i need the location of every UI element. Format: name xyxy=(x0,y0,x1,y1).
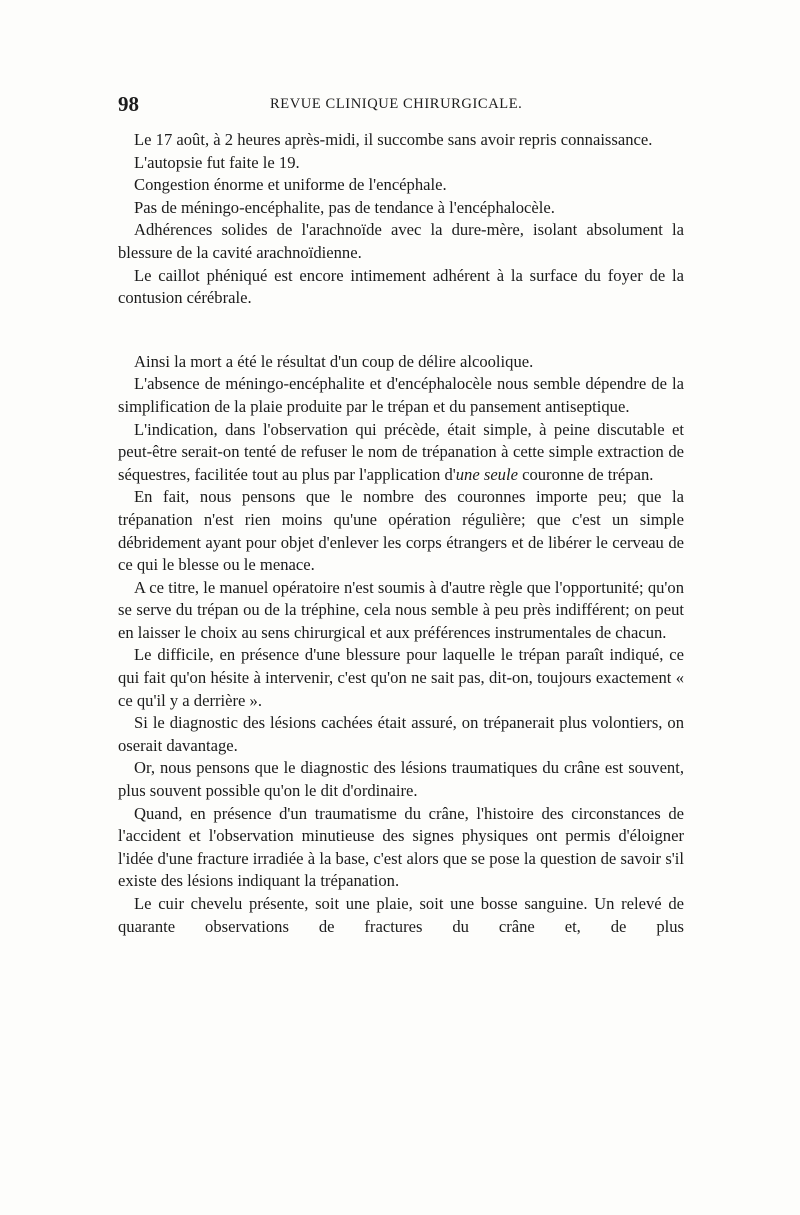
indication-text-end: couronne de trépan. xyxy=(517,464,654,484)
paragraph-difficile: Le difficile, en présence d'une blessure pour laquelle le trépan paraît indiqué, ce qui fait qu'on hésite à intervenir, c'est qu'on ne sait pas, dit-on, toujours exactement « ce qu'il y a derrière ». xyxy=(118,645,684,710)
paragraph-caillot: Le caillot phéniqué est encore intimement adhérent à la surface du foyer de la contusion cérébrale. xyxy=(118,265,684,308)
paragraph-no-meningo: Pas de méningo-encéphalite, pas de tendance à l'encéphalocèle. xyxy=(134,197,555,217)
paragraph-quand: Quand, en présence d'un traumatisme du crâne, l'histoire des circonstances de l'accident et l'observation minutieuse des signes physiques ont permis d'éloigner l'idée d'une fracture irradiée à la base, c'est alors que se pose la question de savoir s'il existe des lésions indiquant la trépanation. xyxy=(118,803,684,891)
paragraph-absence: L'absence de méningo-encéphalite et d'encéphalocèle nous semble dépendre de la simplification de la plaie produite par le trépan et du pansement antiseptique. xyxy=(118,374,684,416)
indication-text: L'indication, dans l'observation qui précède, était simple, à peine discutable et peut-être serait-on tenté de refuser le nom de trépanation à cette simple extraction de séquestres, facilitée tout au plus par l'application d' xyxy=(118,419,684,484)
paragraph-a-ce-titre: A ce titre, le manuel opératoire n'est soumis à d'autre règle que l'opportunité; qu'on se serve du trépan ou de la tréphine, cela nous semble à peu près indifférent; on peut en laisser le choix au sens chirurgical et aux préférences instrumentales de chacun. xyxy=(118,577,684,642)
page-header xyxy=(118,92,682,120)
page-number: 98 xyxy=(118,92,139,116)
paragraph-en-fait: En fait, nous pensons que le nombre des couronnes importe peu; que la trépanation n'est rien moins qu'une opération régulière; que c'est un simple débridement ayant pour objet d'enlever les corps étrangers et de libérer le cerveau de ce qui le blesse ou le menace. xyxy=(118,487,684,575)
italic-une-seule: une seule xyxy=(455,464,518,484)
running-head: REVUE CLINIQUE CHIRURGICALE. xyxy=(270,96,523,112)
paragraph-conclusion: Ainsi la mort a été le résultat d'un coup de délire alcoolique. xyxy=(134,351,534,371)
paragraph-diagnostic: Si le diagnostic des lésions cachées était assuré, on trépanerait plus volontiers, on oserait davantage. xyxy=(118,713,684,755)
paragraph-death: Le 17 août, à 2 heures après-midi, il succombe sans avoir repris connaissance. xyxy=(134,130,653,149)
paragraph-cuir-chevelu: Le cuir chevelu présente, soit une plaie, soit une bosse sanguine. Un relevé de quarante observations de fractures du crâne et, de plus xyxy=(118,894,684,936)
body-text xyxy=(118,129,684,938)
paragraph-or: Or, nous pensons que le diagnostic des lésions traumatiques du crâne est souvent, plus souvent possible qu'on le dit d'ordinaire. xyxy=(118,758,684,801)
paragraph-congestion: Congestion énorme et uniforme de l'encéphale. xyxy=(134,175,447,195)
paragraph-autopsy: L'autopsie fut faite le 19. xyxy=(134,152,300,172)
paragraph-adherences: Adhérences solides de l'arachnoïde avec la dure-mère, isolant absolument la blessure de la cavité arachnoïdienne. xyxy=(118,220,684,262)
paragraph-indication xyxy=(118,419,684,487)
section-gap xyxy=(118,310,684,351)
